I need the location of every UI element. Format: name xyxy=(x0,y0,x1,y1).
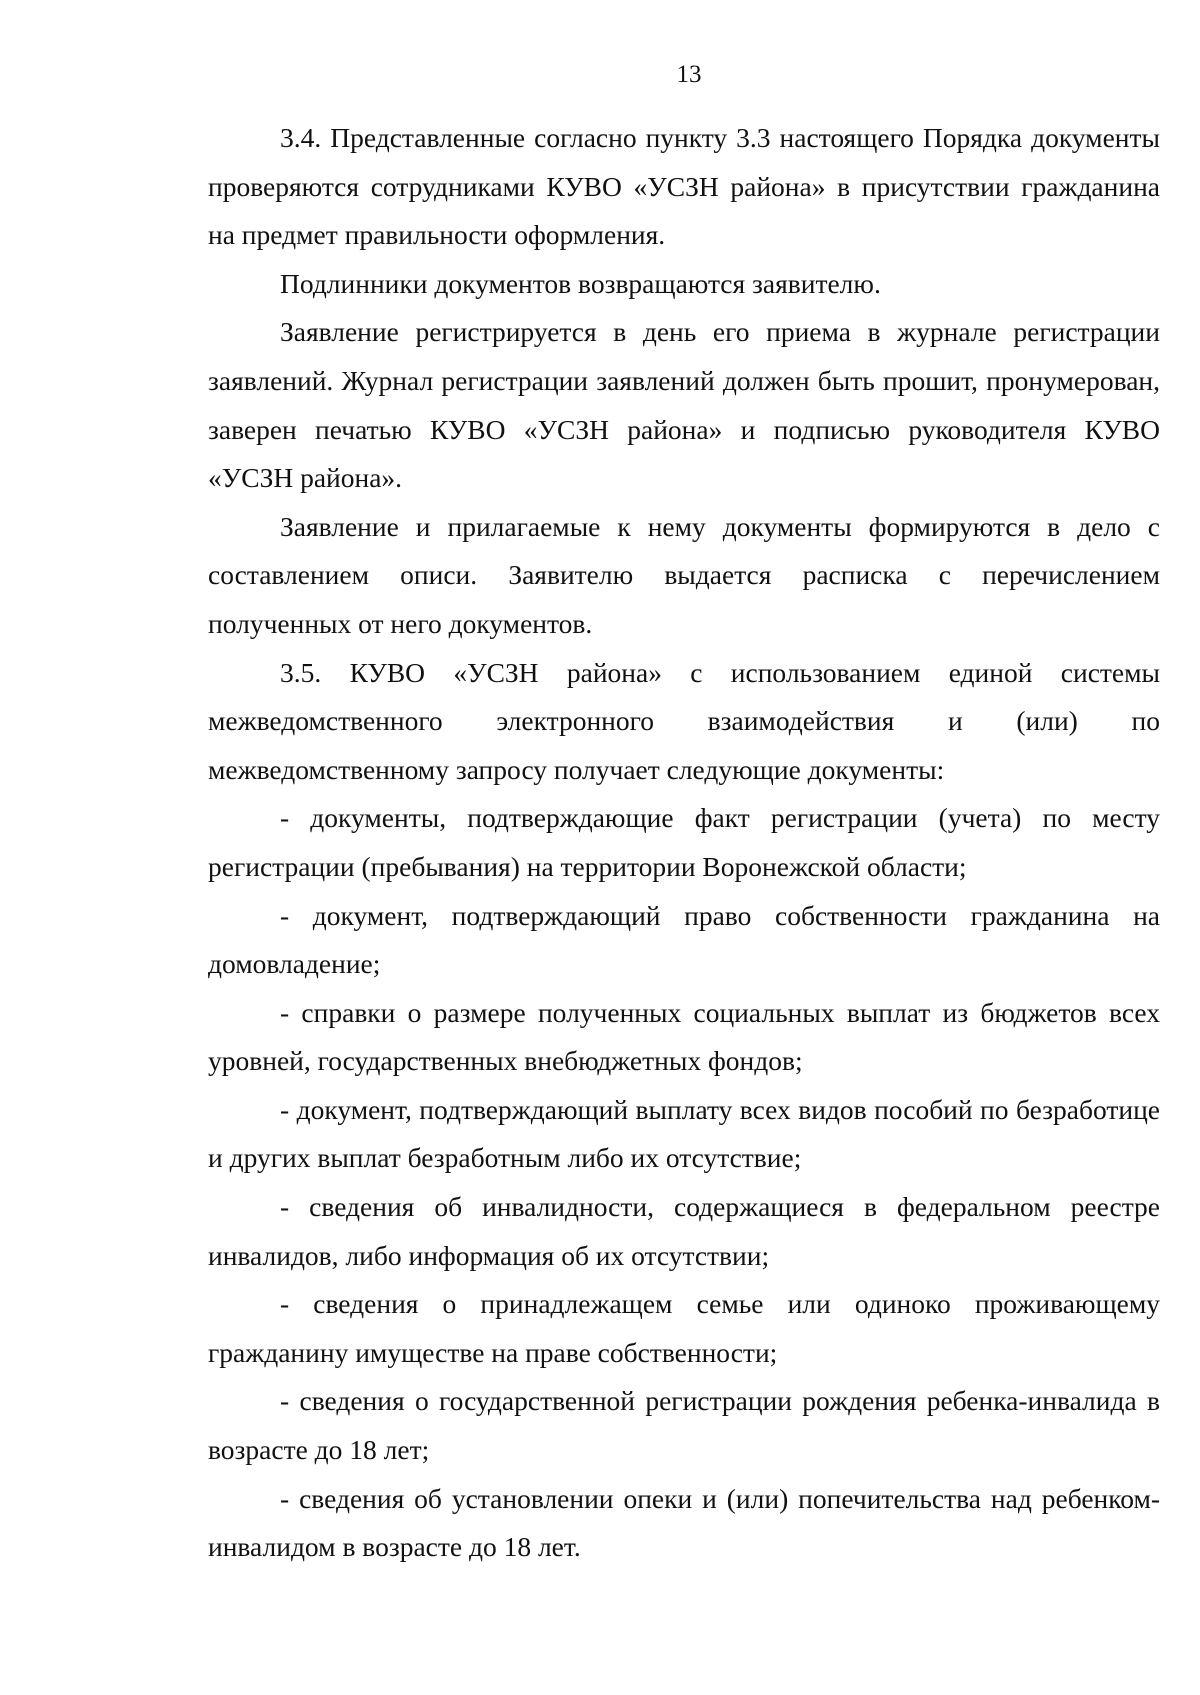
list-item: - документ, подтверждающий право собственности гражданина на домовладение; xyxy=(208,899,1160,980)
paragraph-registration: Заявление регистрируется в день его приема в журнале регистрации заявлений. Журнал регистрации заявлений должен быть прошит, пронумерован, заверен печатью КУВО «УСЗН района» и подписью руководителя КУВО «УСЗН района». xyxy=(208,316,1160,494)
paragraph-case-file: Заявление и прилагаемые к нему документы формируются в дело с составлением описи. Заявителю выдается расписка с перечислением полученных от него документов. xyxy=(208,510,1160,639)
list-item: - сведения об установлении опеки и (или) попечительства над ребенком-инвалидом в возрасте до 18 лет. xyxy=(208,1482,1160,1563)
paragraph-3-5: 3.5. КУВО «УСЗН района» с использованием единой системы межведомственного электронного взаимодействия и (или) по межведомственному запросу получает следующие документы: xyxy=(208,656,1160,785)
paragraph-originals-returned: Подлинники документов возвращаются заявителю. xyxy=(280,267,881,299)
document-body xyxy=(208,114,1160,1572)
list-item: - сведения об инвалидности, содержащиеся в федеральном реестре инвалидов, либо информация об их отсутствии; xyxy=(208,1191,1160,1271)
page-number: 13 xyxy=(676,61,702,88)
paragraph-3-4: 3.4. Представленные согласно пункту 3.3 настоящего Порядка документы проверяются сотрудниками КУВО «УСЗН района» в присутствии гражданина на предмет правильности оформления. xyxy=(208,122,1160,251)
list-item: - справки о размере полученных социальных выплат из бюджетов всех уровней, государственных внебюджетных фондов; xyxy=(208,996,1160,1077)
list-item: - сведения о принадлежащем семье или одиноко проживающему гражданину имуществе на праве собственности; xyxy=(208,1288,1160,1368)
list-item: - документ, подтверждающий выплату всех видов пособий по безработице и других выплат безработным либо их отсутствие; xyxy=(208,1093,1160,1174)
list-item: - сведения о государственной регистрации рождения ребенка-инвалида в возрасте до 18 лет; xyxy=(208,1385,1160,1466)
list-item: - документы, подтверждающие факт регистрации (учета) по месту регистрации (пребывания) на территории Воронежской области; xyxy=(208,802,1160,882)
